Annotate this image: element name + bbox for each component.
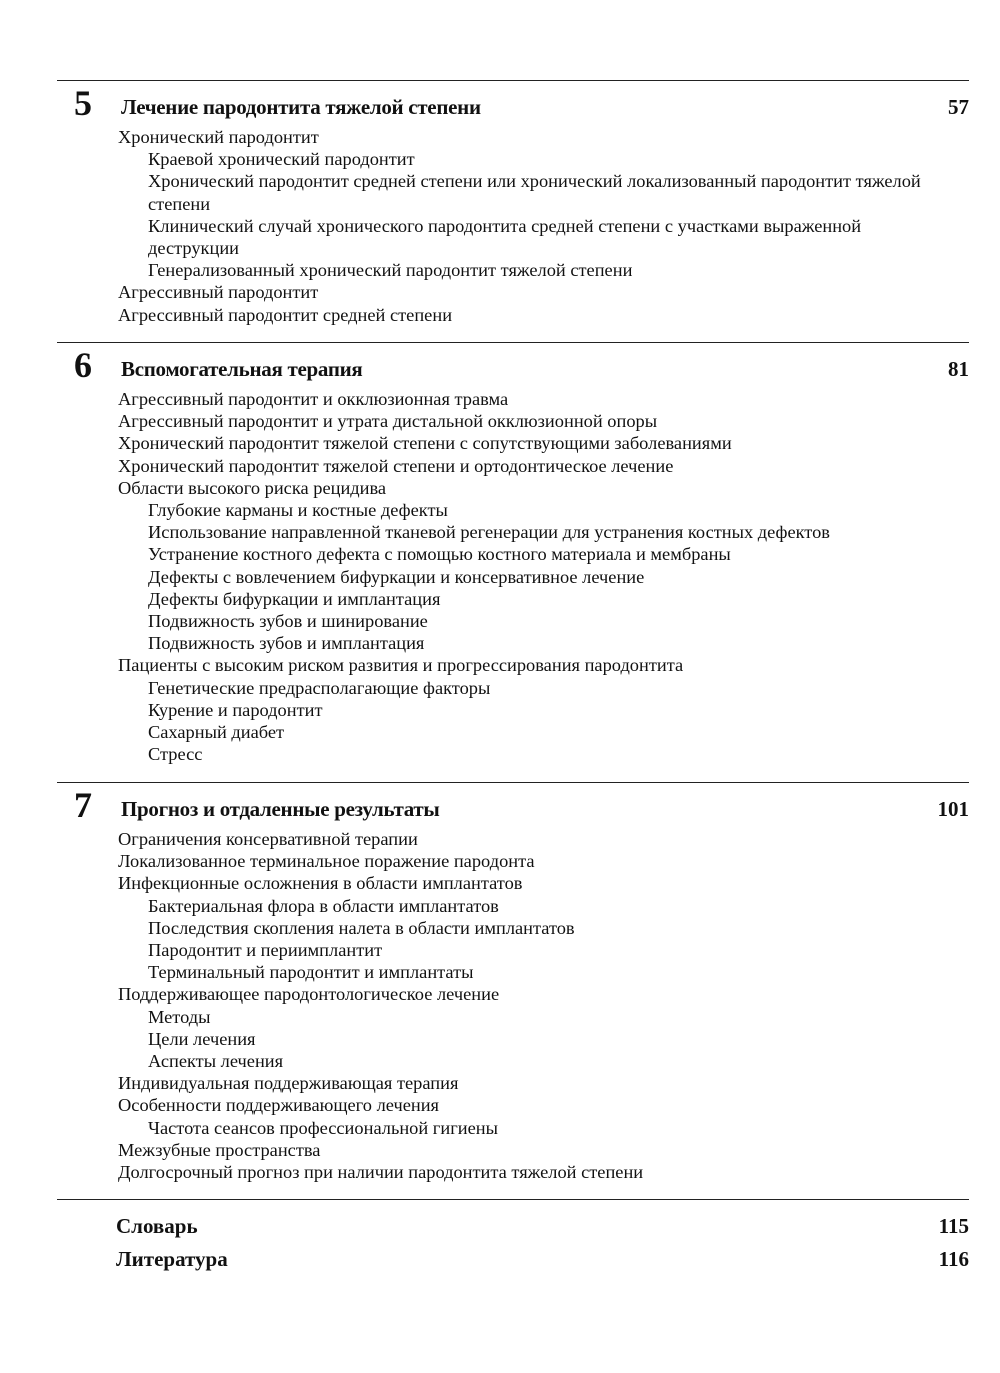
- toc-subentry: Пародонтит и периимплантит: [148, 940, 383, 961]
- toc-subentry: Методы: [148, 1006, 211, 1027]
- chapter-page-number: 101: [937, 797, 969, 821]
- chapter-page-number: 81: [948, 357, 969, 381]
- chapter-contents: [57, 126, 969, 326]
- toc-entry: Пациенты с высоким риском развития и прогрессирования пародонтита: [118, 655, 684, 676]
- toc-entry: Агрессивный пародонтит: [118, 282, 319, 303]
- toc-subentry: Сахарный диабет: [148, 722, 285, 743]
- section-divider: [57, 1199, 969, 1200]
- toc-entry: Ограничения консервативной терапии: [118, 829, 418, 849]
- chapter-heading: [57, 783, 969, 825]
- toc-entry: Локализованное терминальное поражение пародонта: [118, 851, 535, 872]
- toc-subentry: Курение и пародонтит: [148, 699, 323, 720]
- chapter-contents: [57, 828, 969, 1183]
- toc-entry: Хронический пародонтит тяжелой степени и ортодонтическое лечение: [118, 455, 674, 476]
- chapter-title: Лечение пародонтита тяжелой степени: [121, 95, 481, 119]
- toc-subentry: Дефекты бифуркации и имплантация: [148, 588, 441, 609]
- toc-entry: Индивидуальная поддерживающая терапия: [118, 1073, 459, 1094]
- chapter-contents: [57, 388, 969, 765]
- toc-entry: Агрессивный пародонтит и утрата дистальной окклюзионной опоры: [118, 411, 658, 432]
- toc-entry: Агрессивный пародонтит и окклюзионная травма: [118, 389, 509, 409]
- toc-subentry: Использование направленной тканевой регенерации для устранения костных дефектов: [148, 522, 830, 543]
- toc-subentry: Дефекты с вовлечением бифуркации и консервативное лечение: [148, 566, 645, 587]
- toc-subentry: Подвижность зубов и имплантация: [148, 633, 425, 654]
- back-matter-page-number: 116: [938, 1247, 969, 1271]
- back-matter-glossary: [116, 1214, 969, 1242]
- toc-subentry: Генетические предрасполагающие факторы: [148, 677, 491, 698]
- toc-subentry: Глубокие карманы и костные дефекты: [148, 500, 448, 521]
- toc-entry: Инфекционные осложнения в области имплантатов: [118, 873, 523, 894]
- toc-entry: Агрессивный пародонтит средней степени: [118, 304, 453, 325]
- chapter-heading: [57, 81, 969, 123]
- chapter-5: [57, 80, 969, 326]
- chapter-6: [57, 342, 969, 765]
- back-matter-title: Словарь: [116, 1214, 198, 1238]
- toc-entry: Хронический пародонтит тяжелой степени с сопутствующими заболеваниями: [118, 433, 732, 454]
- toc-subentry: Аспекты лечения: [148, 1051, 284, 1072]
- chapter-number: 5: [74, 83, 92, 123]
- chapter-7: [57, 782, 969, 1183]
- toc-subentry: Хронический пародонтит средней степени или хронический локализованный пародонтит тяжелой степени: [148, 171, 921, 214]
- chapter-title: Прогноз и отдаленные результаты: [121, 797, 440, 821]
- toc-subentry: Подвижность зубов и шинирование: [148, 611, 428, 632]
- chapter-number: 6: [74, 345, 92, 385]
- toc-entry: Долгосрочный прогноз при наличии пародонтита тяжелой степени: [118, 1162, 644, 1183]
- toc-subentry: Цели лечения: [148, 1028, 256, 1049]
- back-matter-title: Литература: [116, 1247, 228, 1271]
- toc-subentry: Генерализованный хронический пародонтит тяжелой степени: [148, 260, 633, 281]
- toc-subentry: Клинический случай хронического пародонтита средней степени с участками выраженной деструкции: [148, 215, 862, 259]
- toc-entry: Поддерживающее пародонтологическое лечение: [118, 984, 500, 1005]
- toc-entry: Особенности поддерживающего лечения: [118, 1095, 440, 1116]
- chapter-number: 7: [74, 785, 92, 825]
- toc-subentry: Частота сеансов профессиональной гигиены: [148, 1117, 498, 1138]
- back-matter-page-number: 115: [938, 1214, 969, 1238]
- toc-subentry: Терминальный пародонтит и имплантаты: [148, 962, 474, 983]
- back-matter-references: [116, 1247, 969, 1275]
- toc-entry: Межзубные пространства: [118, 1139, 321, 1160]
- toc-subentry: Краевой хронический пародонтит: [148, 149, 415, 170]
- chapter-page-number: 57: [948, 95, 969, 119]
- toc-subentry: Устранение костного дефекта с помощью костного материала и мембраны: [148, 544, 731, 565]
- toc-entry: Хронический пародонтит: [118, 127, 319, 147]
- toc-subentry: Бактериальная флора в области имплантатов: [148, 895, 499, 916]
- toc-subentry: Последствия скопления налета в области имплантатов: [148, 917, 575, 938]
- toc-subentry: Стресс: [148, 744, 203, 765]
- toc-entry: Области высокого риска рецидива: [118, 477, 387, 498]
- chapter-heading: [57, 343, 969, 385]
- chapter-title: Вспомогательная терапия: [121, 357, 363, 381]
